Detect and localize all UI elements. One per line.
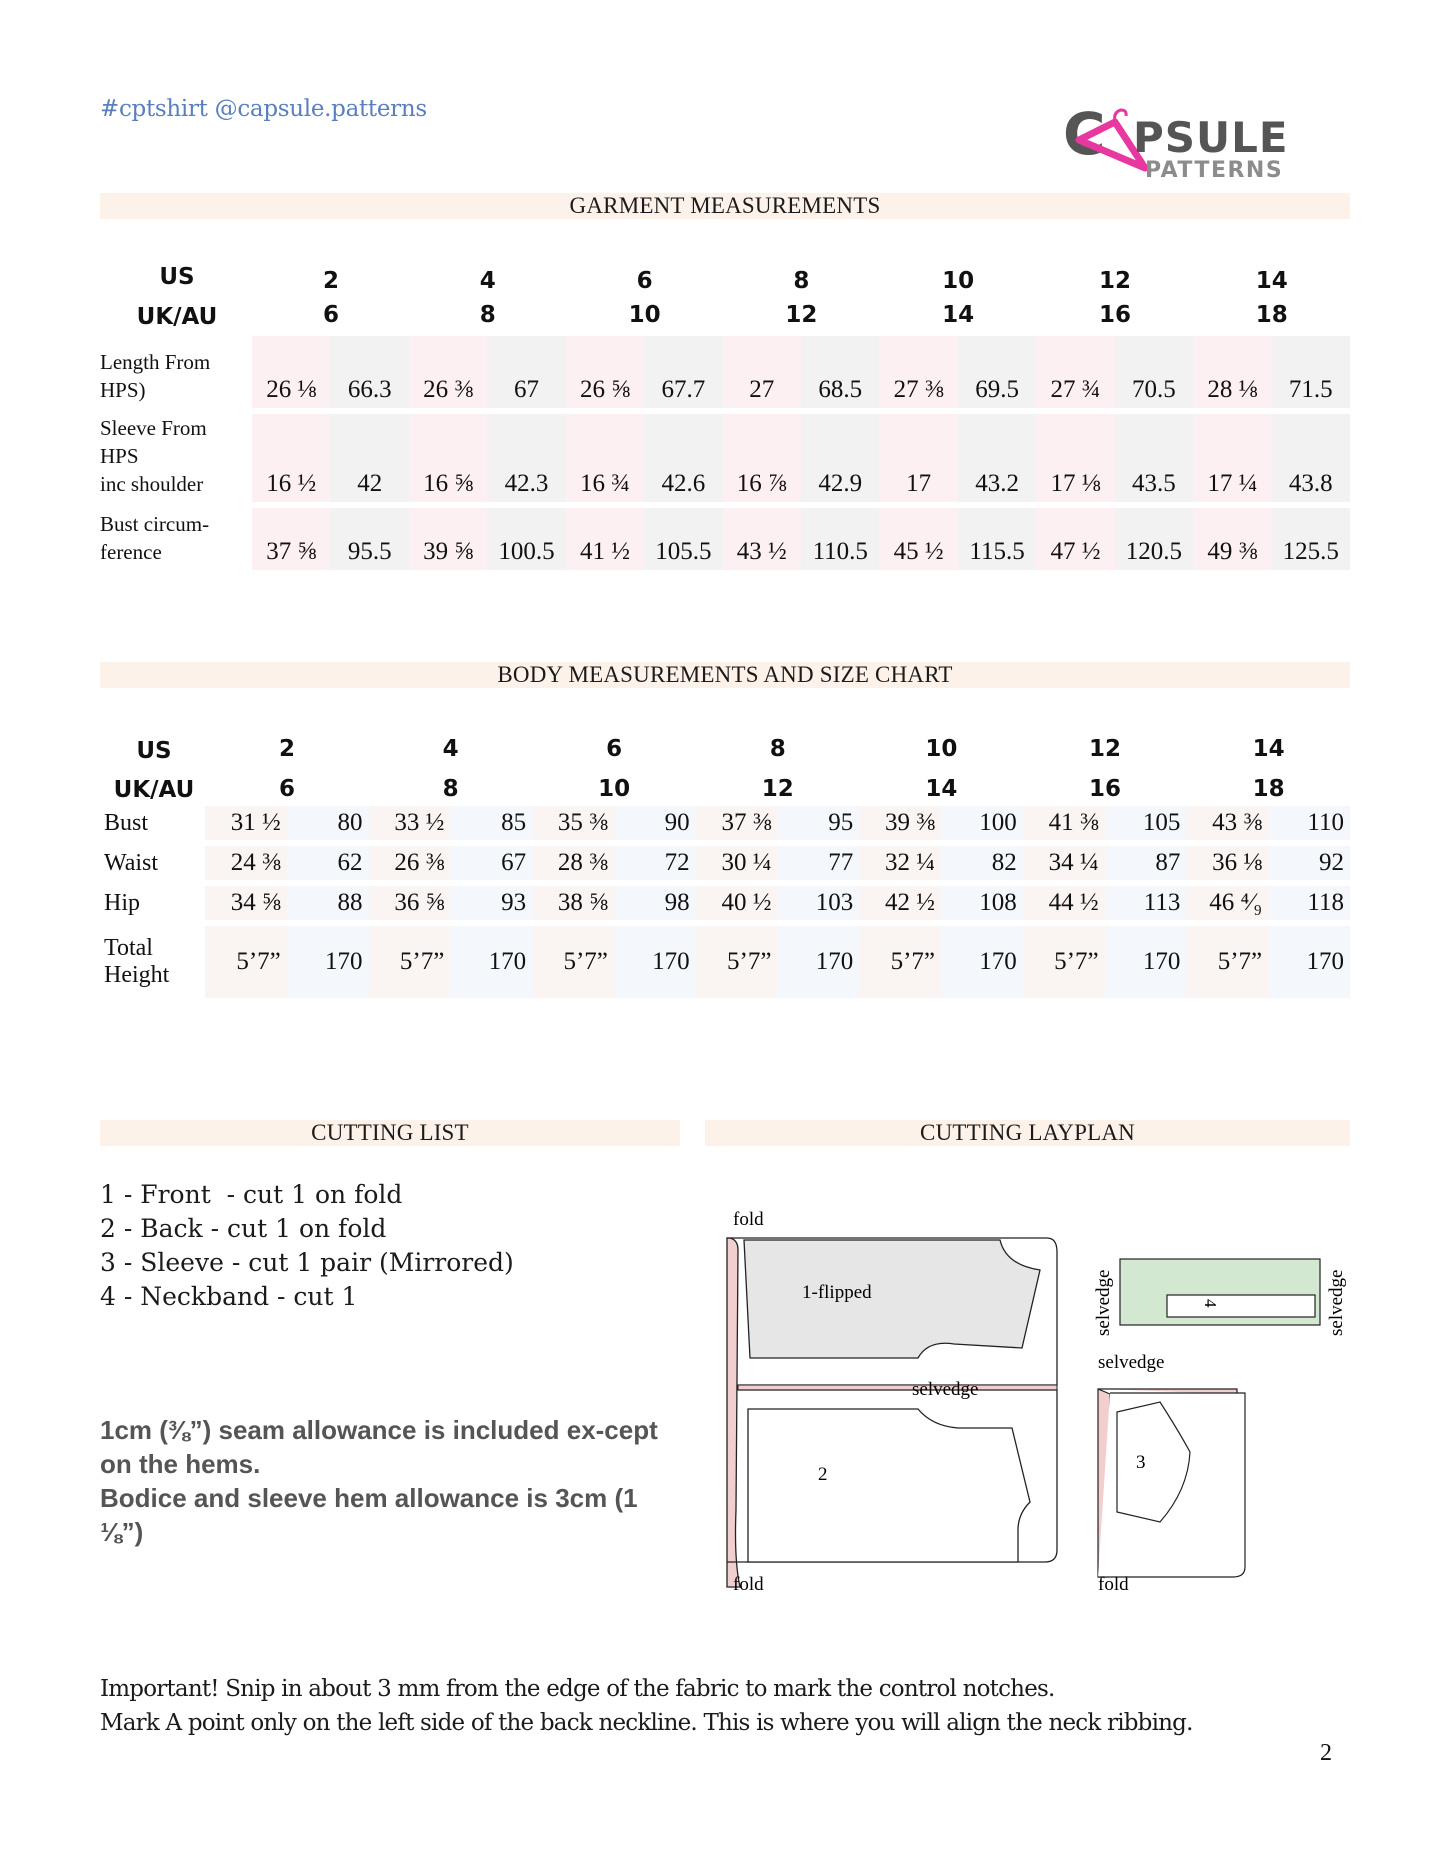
cell-inches: 5’7” [1186, 926, 1268, 998]
body-measurements-header [100, 662, 1350, 688]
us-size: 10 [925, 736, 958, 762]
cell-cm: 67 [487, 336, 565, 408]
important-line: Important! Snip in about 3 mm from the edge of the fabric to mark the control notches. [100, 1676, 1055, 1702]
cutting-list-item: 4 - Neckband - cut 1 [100, 1282, 358, 1311]
cell-cm: 66.3 [330, 336, 408, 408]
cell-cm: 70.5 [1115, 336, 1193, 408]
cell-inches: 31 ½ [205, 806, 287, 840]
us-size: 8 [769, 736, 786, 762]
row-label-line: Bust [104, 809, 149, 836]
cutting-list-header [100, 1120, 680, 1146]
table-row [100, 336, 1350, 408]
cell-cm: 105 [1105, 806, 1187, 840]
row-label [100, 846, 205, 880]
table-row [100, 806, 1350, 840]
cell-inches: 27 [723, 336, 801, 408]
table-row [100, 846, 1350, 880]
cell-inches: 30 ¼ [696, 846, 778, 880]
piece-neckband-label: 4 [1201, 1299, 1220, 1308]
cell-cm: 42.9 [801, 414, 879, 502]
uk-size: 12 [761, 776, 794, 802]
cell-inches: 5’7” [369, 926, 451, 998]
row-label-line: Sleeve From [100, 416, 207, 440]
cell-cm: 105.5 [644, 508, 722, 570]
cell-cm: 170 [450, 926, 532, 998]
cell-inches: 39 ⅝ [409, 508, 487, 570]
row-label [100, 508, 252, 570]
row-label-line: Height [104, 962, 170, 988]
cell-inches: 17 ⅛ [1036, 414, 1114, 502]
cell-cm: 72 [614, 846, 696, 880]
important-line: Mark A point only on the left side of the back neckline. This is where you will align the neck ribbing. [100, 1710, 1193, 1736]
logo-word-sub: PATTERNS [1145, 158, 1284, 183]
cell-cm: 100 [941, 806, 1023, 840]
cell-cm: 80 [287, 806, 369, 840]
cell-cm: 68.5 [801, 336, 879, 408]
cutting-layplan-diagram [700, 1190, 1360, 1595]
uk-size: 8 [479, 302, 496, 328]
selvedge-strip [738, 1385, 1057, 1390]
seam-note: 1cm (⅜”) seam allowance is included ex-cept on the hems. [100, 1415, 658, 1479]
cell-cm: 108 [941, 886, 1023, 920]
cell-inches: 34 ¼ [1023, 846, 1105, 880]
garment-measurements-table [100, 336, 1350, 570]
uk-size: 8 [442, 776, 459, 802]
body-measurements-table [100, 806, 1350, 998]
cell-inches: 28 ⅜ [532, 846, 614, 880]
us-label: US [136, 738, 172, 764]
cell-inches: 26 ⅝ [566, 336, 644, 408]
cell-inches: 37 ⅜ [696, 806, 778, 840]
piece-neckband [1167, 1295, 1315, 1317]
cell-cm: 170 [941, 926, 1023, 998]
us-size: 6 [606, 736, 623, 762]
row-label-line: Total [104, 935, 153, 961]
cell-inches: 40 ½ [696, 886, 778, 920]
cell-cm: 113 [1105, 886, 1187, 920]
cell-cm: 98 [614, 886, 696, 920]
row-label-line: inc shoulder [100, 472, 204, 496]
cell-inches: 26 ⅜ [369, 846, 451, 880]
cell-inches: 27 ¾ [1036, 336, 1114, 408]
fold-label: fold [733, 1209, 764, 1230]
cell-inches: 39 ⅜ [859, 806, 941, 840]
us-size: 2 [278, 736, 295, 762]
cell-cm: 170 [614, 926, 696, 998]
cell-inches: 27 ⅜ [879, 336, 957, 408]
page-number: 2 [1320, 1740, 1332, 1766]
uk-size: 16 [1088, 776, 1121, 802]
cutting-list-item: 1 - Front - cut 1 on fold [100, 1180, 403, 1209]
cell-cm: 87 [1105, 846, 1187, 880]
fold-label: fold [733, 1574, 764, 1595]
cell-inches: 16 ⅝ [409, 414, 487, 502]
piece-sleeve-label: 3 [1136, 1452, 1146, 1473]
uk-size: 6 [322, 302, 339, 328]
cell-inches: 28 ⅛ [1193, 336, 1271, 408]
us-label: US [159, 264, 195, 290]
cell-cm: 77 [777, 846, 859, 880]
cell-inches: 16 ⅞ [723, 414, 801, 502]
us-size: 4 [442, 736, 459, 762]
cell-cm: 170 [1268, 926, 1350, 998]
us-size: 12 [1088, 736, 1121, 762]
uk-size: 14 [925, 776, 958, 802]
logo-word-main: PSULE [1133, 113, 1289, 162]
cell-cm: 67.7 [644, 336, 722, 408]
row-label-line: Waist [104, 849, 159, 876]
row-label-line: ference [100, 540, 162, 564]
cell-inches: 42 ½ [859, 886, 941, 920]
piece-front-flipped [744, 1240, 1040, 1358]
us-size: 6 [636, 268, 653, 294]
cutting-list [100, 1178, 514, 1314]
cell-inches: 26 ⅛ [252, 336, 330, 408]
cell-cm: 110 [1268, 806, 1350, 840]
cell-inches: 41 ⅜ [1023, 806, 1105, 840]
selvedge-label: selvedge [1098, 1352, 1165, 1373]
row-label-line: HPS) [100, 378, 146, 402]
uk-size: 6 [278, 776, 295, 802]
cell-cm: 93 [450, 886, 532, 920]
cell-cm: 88 [287, 886, 369, 920]
cell-cm: 110.5 [801, 508, 879, 570]
row-label-line: Length From [100, 350, 211, 374]
cell-inches: 36 ⅝ [369, 886, 451, 920]
fold-label: fold [1098, 1574, 1129, 1595]
table-row [100, 414, 1350, 502]
selvedge-left-label: selvedge [1093, 1269, 1114, 1336]
uk-label: UK/AU [113, 777, 195, 803]
cell-inches: 16 ¾ [566, 414, 644, 502]
cell-cm: 125.5 [1272, 508, 1350, 570]
cell-inches: 17 ¼ [1193, 414, 1271, 502]
cell-cm: 43.2 [958, 414, 1036, 502]
cell-cm: 42.3 [487, 414, 565, 502]
uk-label: UK/AU [136, 304, 218, 330]
cell-inches: 26 ⅜ [409, 336, 487, 408]
uk-size: 10 [628, 302, 661, 328]
cell-inches: 16 ½ [252, 414, 330, 502]
cell-inches: 38 ⅝ [532, 886, 614, 920]
cell-cm: 42.6 [644, 414, 722, 502]
cell-cm: 69.5 [958, 336, 1036, 408]
cell-cm: 170 [777, 926, 859, 998]
cell-inches: 5’7” [1023, 926, 1105, 998]
us-size: 14 [1252, 736, 1285, 762]
uk-size: 14 [942, 302, 975, 328]
cell-inches: 5’7” [696, 926, 778, 998]
cell-inches: 41 ½ [566, 508, 644, 570]
cell-inches: 44 ½ [1023, 886, 1105, 920]
cell-inches: 37 ⅝ [252, 508, 330, 570]
cell-inches: 5’7” [205, 926, 287, 998]
cell-inches: 47 ½ [1036, 508, 1114, 570]
cell-cm: 67 [450, 846, 532, 880]
row-label-line: Bust circum- [100, 512, 210, 536]
cell-cm: 85 [450, 806, 532, 840]
cell-cm: 170 [1105, 926, 1187, 998]
cell-inches: 5’7” [532, 926, 614, 998]
row-label [100, 926, 205, 998]
cell-cm: 103 [777, 886, 859, 920]
cutting-layplan-header [705, 1120, 1350, 1146]
piece-back-label: 2 [818, 1464, 828, 1485]
cell-inches: 43 ½ [723, 508, 801, 570]
row-label [100, 806, 205, 840]
cell-cm: 43.5 [1115, 414, 1193, 502]
cell-inches: 5’7” [859, 926, 941, 998]
table-row [100, 926, 1350, 998]
us-size: 4 [479, 268, 496, 294]
hashtag-text: #cptshirt @capsule.patterns [100, 96, 427, 122]
row-label-line: HPS [100, 444, 139, 468]
cell-cm: 120.5 [1115, 508, 1193, 570]
piece-back [748, 1409, 1030, 1562]
cell-cm: 95 [777, 806, 859, 840]
fold-strip [727, 1238, 740, 1587]
uk-size: 12 [785, 302, 818, 328]
capsule-patterns-logo [1063, 102, 1313, 182]
selvedge-label: selvedge [912, 1379, 979, 1400]
us-size: 14 [1255, 268, 1288, 294]
garment-measurements-header [100, 193, 1350, 219]
cell-cm: 118 [1268, 886, 1350, 920]
cell-cm: 95.5 [330, 508, 408, 570]
us-size: 10 [942, 268, 975, 294]
table-row [100, 508, 1350, 570]
uk-size: 18 [1252, 776, 1285, 802]
important-note [100, 1672, 1193, 1740]
section-title: CUTTING LIST [311, 1120, 469, 1145]
cell-cm: 115.5 [958, 508, 1036, 570]
cell-cm: 42 [330, 414, 408, 502]
seam-allowance-note [100, 1413, 680, 1549]
cell-cm: 92 [1268, 846, 1350, 880]
row-label [100, 886, 205, 920]
logo-graphic [1063, 102, 1313, 182]
cell-cm: 82 [941, 846, 1023, 880]
hem-note: Bodice and sleeve hem allowance is 3cm (1 ⅛”) [100, 1483, 638, 1547]
uk-size: 10 [598, 776, 631, 802]
cell-cm: 62 [287, 846, 369, 880]
cell-inches: 24 ⅜ [205, 846, 287, 880]
cell-inches: 49 ⅜ [1193, 508, 1271, 570]
table-row [100, 886, 1350, 920]
row-label [100, 414, 252, 502]
us-size: 2 [322, 268, 339, 294]
cell-inches: 46 ⁴⁄₉ [1186, 886, 1268, 920]
cell-inches: 17 [879, 414, 957, 502]
cell-inches: 35 ⅜ [532, 806, 614, 840]
uk-size: 18 [1255, 302, 1288, 328]
section-title: CUTTING LAYPLAN [920, 1120, 1135, 1145]
cell-inches: 45 ½ [879, 508, 957, 570]
row-label [100, 336, 252, 408]
us-size: 8 [793, 268, 810, 294]
row-label-line: Hip [104, 889, 140, 916]
section-title: GARMENT MEASUREMENTS [569, 193, 881, 218]
cell-cm: 90 [614, 806, 696, 840]
piece-front-label: 1-flipped [802, 1282, 872, 1303]
cell-cm: 43.8 [1272, 414, 1350, 502]
cell-inches: 34 ⅝ [205, 886, 287, 920]
selvedge-right-label: selvedge [1326, 1269, 1347, 1336]
cutting-list-item: 3 - Sleeve - cut 1 pair (Mirrored) [100, 1248, 514, 1277]
cell-cm: 170 [287, 926, 369, 998]
cell-inches: 36 ⅛ [1186, 846, 1268, 880]
logo-letter-c: C [1063, 100, 1106, 168]
section-title: BODY MEASUREMENTS AND SIZE CHART [497, 662, 953, 687]
cell-inches: 32 ¼ [859, 846, 941, 880]
uk-size: 16 [1098, 302, 1131, 328]
cell-cm: 71.5 [1272, 336, 1350, 408]
us-size: 12 [1098, 268, 1131, 294]
cell-inches: 43 ⅜ [1186, 806, 1268, 840]
cell-cm: 100.5 [487, 508, 565, 570]
cell-inches: 33 ½ [369, 806, 451, 840]
cutting-list-item: 2 - Back - cut 1 on fold [100, 1214, 387, 1243]
